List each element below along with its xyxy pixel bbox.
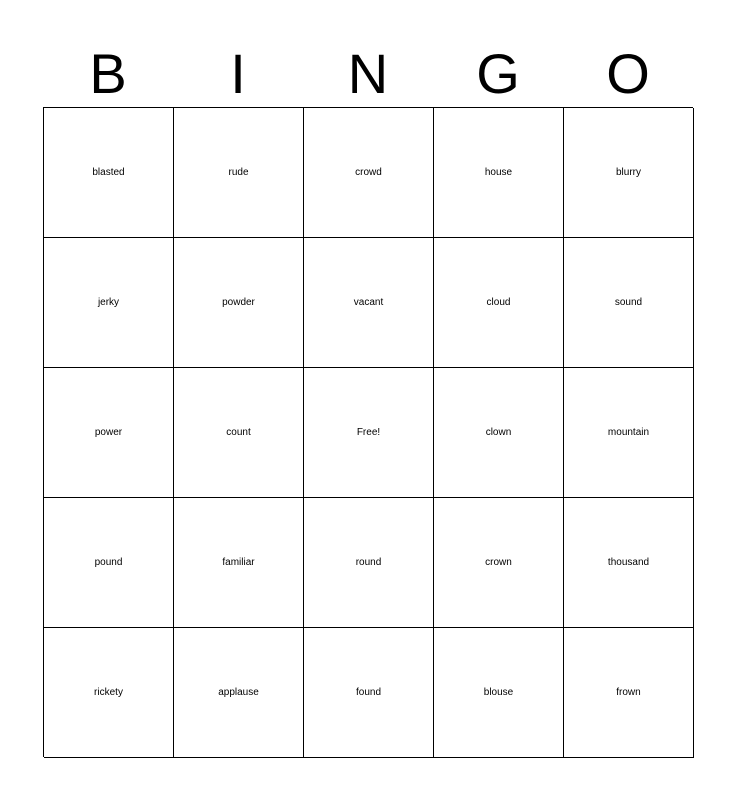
- bingo-cell: sound: [564, 238, 694, 368]
- bingo-cell: crown: [434, 498, 564, 628]
- bingo-cell: jerky: [44, 238, 174, 368]
- bingo-cell: crowd: [304, 108, 434, 238]
- bingo-cell: vacant: [304, 238, 434, 368]
- bingo-cell: rude: [174, 108, 304, 238]
- bingo-cell: applause: [174, 628, 304, 758]
- bingo-cell: mountain: [564, 368, 694, 498]
- header-letter-b: B: [89, 42, 127, 105]
- bingo-cell: house: [434, 108, 564, 238]
- header-letter-g: G: [476, 42, 520, 105]
- bingo-cell: blurry: [564, 108, 694, 238]
- header-letter-o: O: [606, 42, 650, 105]
- bingo-cell: round: [304, 498, 434, 628]
- bingo-cell: powder: [174, 238, 304, 368]
- header-letter-i: I: [230, 42, 246, 105]
- bingo-cell: blasted: [44, 108, 174, 238]
- bingo-cell: thousand: [564, 498, 694, 628]
- bingo-cell: frown: [564, 628, 694, 758]
- bingo-cell: found: [304, 628, 434, 758]
- bingo-cell: blouse: [434, 628, 564, 758]
- bingo-cell: clown: [434, 368, 564, 498]
- bingo-board: [43, 107, 693, 757]
- bingo-cell: power: [44, 368, 174, 498]
- bingo-cell: familiar: [174, 498, 304, 628]
- bingo-header: [43, 40, 693, 108]
- header-letter-n: N: [347, 42, 389, 105]
- bingo-cell: count: [174, 368, 304, 498]
- bingo-cell: rickety: [44, 628, 174, 758]
- bingo-cell: Free!: [304, 368, 434, 498]
- bingo-cell: cloud: [434, 238, 564, 368]
- bingo-cell: pound: [44, 498, 174, 628]
